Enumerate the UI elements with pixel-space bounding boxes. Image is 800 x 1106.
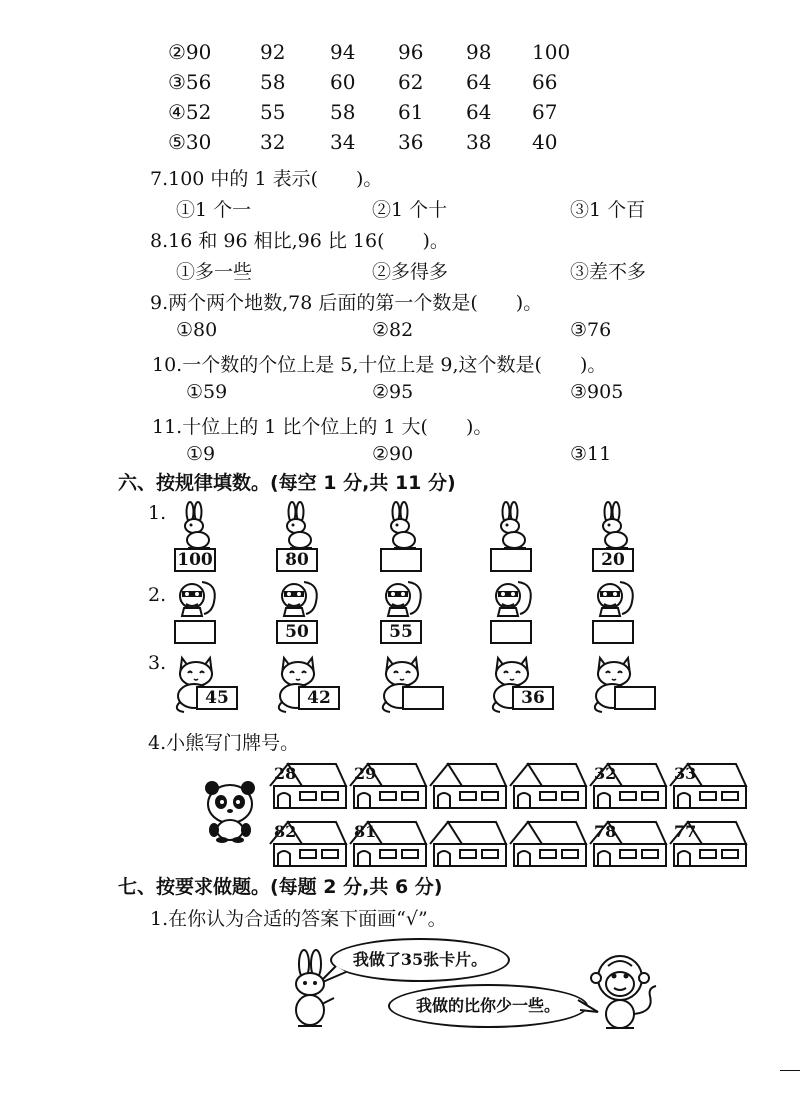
sequence-value: 34 [330,130,356,154]
house-number[interactable]: 32 [594,764,617,783]
house-number[interactable]: 77 [674,822,697,841]
answer-box: 36 [512,686,554,710]
house-number[interactable]: 81 [354,822,377,841]
sequence-value: 61 [398,100,424,124]
sequence-value: 36 [398,130,424,154]
question-stem: 7.100 中的 1 表示( )。 [150,168,383,190]
row3-label: 3. [148,652,167,674]
house-number[interactable]: 82 [274,822,297,841]
monkey-speech-bubble: 我做的比你少一些。 [388,984,588,1028]
sequence-value: 64 [466,100,492,124]
sequence-value: 55 [260,100,286,124]
question-stem: 9.两个两个地数,78 后面的第一个数是( )。 [150,292,543,314]
sequence-value: 94 [330,40,356,64]
answer-option[interactable]: ①1 个一 [176,199,252,221]
sequence-value: 67 [532,100,558,124]
house-number[interactable]: 33 [674,764,697,783]
section-7-title: 七、按要求做题。(每题 2 分,共 6 分) [118,876,443,898]
rabbit-speech-bubble: 我做了35张卡片。 [330,938,510,982]
answer-option[interactable]: ③差不多 [570,261,647,283]
sequence-start: ⑤30 [168,130,212,154]
sequence-value: 58 [330,100,356,124]
sequence-value: 100 [532,40,571,64]
answer-box: 55 [380,620,422,644]
sequence-value: 92 [260,40,286,64]
answer-box: 100 [174,548,216,572]
section-6-title: 六、按规律填数。(每空 1 分,共 11 分) [118,472,456,494]
house-number[interactable]: 29 [354,764,377,783]
sequence-value: 98 [466,40,492,64]
answer-box: 42 [298,686,340,710]
sequence-start: ③56 [168,70,212,94]
sequence-start: ②90 [168,40,212,64]
house-number[interactable]: 78 [594,822,617,841]
sequence-start: ④52 [168,100,212,124]
sequence-value: 58 [260,70,286,94]
question-stem: 8.16 和 96 相比,96 比 16( )。 [150,230,449,252]
page-edge-mark [780,1070,800,1071]
answer-option[interactable]: ③76 [570,319,612,341]
row1-label: 1. [148,502,167,524]
monkey-icon [590,952,660,1032]
sequence-value: 38 [466,130,492,154]
answer-option[interactable]: ②多得多 [372,261,449,283]
answer-option[interactable]: ③1 个百 [570,199,646,221]
answer-option[interactable]: ②1 个十 [372,199,448,221]
sequence-value: 96 [398,40,424,64]
answer-box: 50 [276,620,318,644]
row2-label: 2. [148,584,167,606]
answer-option[interactable]: ②90 [372,443,414,465]
answer-option[interactable]: ①多一些 [176,261,253,283]
section-7-question-1: 1.在你认为合适的答案下面画“√”。 [150,908,447,930]
question-stem: 11.十位上的 1 比个位上的 1 大( )。 [152,416,493,438]
answer-option[interactable]: ③11 [570,443,612,465]
sequence-value: 62 [398,70,424,94]
answer-box: 20 [592,548,634,572]
house-number[interactable]: 28 [274,764,297,783]
answer-option[interactable]: ①9 [186,443,216,465]
question-stem: 10.一个数的个位上是 5,十位上是 9,这个数是( )。 [152,354,607,376]
sequence-value: 64 [466,70,492,94]
answer-option[interactable]: ②82 [372,319,414,341]
row4-label: 4.小熊写门牌号。 [148,732,300,754]
answer-box: 80 [276,548,318,572]
answer-option[interactable]: ②95 [372,381,414,403]
answer-option[interactable]: ③905 [570,381,624,403]
answer-option[interactable]: ①80 [176,319,218,341]
rabbit-icon [282,950,338,1030]
sequence-value: 60 [330,70,356,94]
answer-option[interactable]: ①59 [186,381,228,403]
sequence-value: 40 [532,130,558,154]
sequence-value: 66 [532,70,558,94]
answer-box: 45 [196,686,238,710]
sequence-value: 32 [260,130,286,154]
